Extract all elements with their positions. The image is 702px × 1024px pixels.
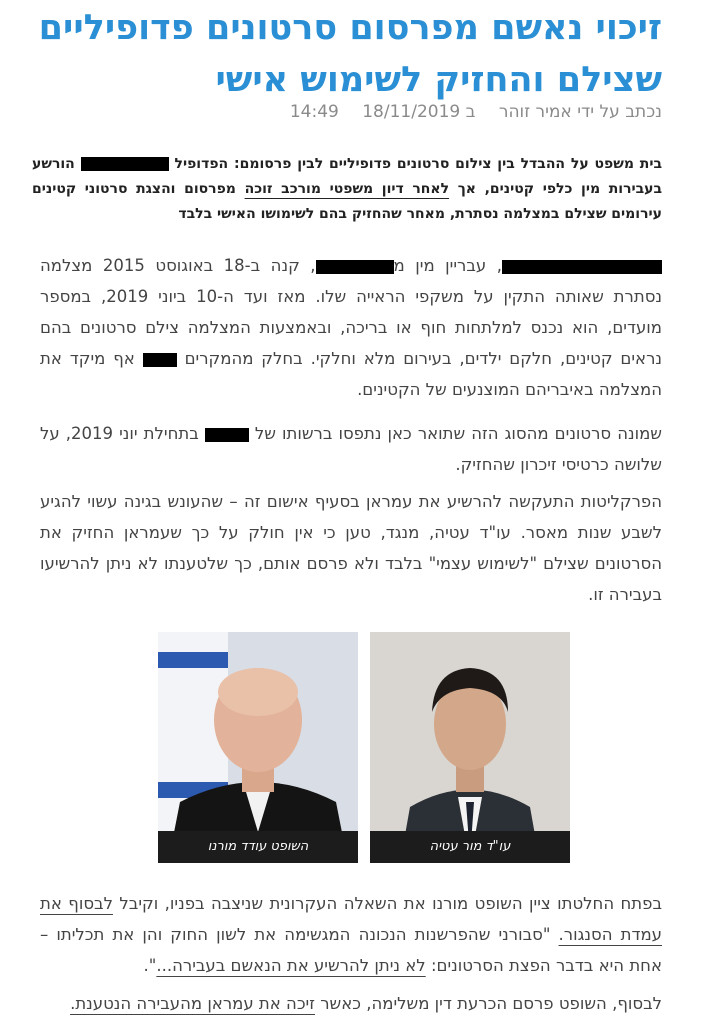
p4-text-c: "סבורני שהפרשנות הנכונה המגשימה את לשון החוק והן את תכליתו – אחת היא בדבר הפצת הסרטונים: (40, 925, 662, 975)
byline-author: נכתב על ידי אמיר זוהר (498, 102, 662, 122)
portrait-attorney-image (370, 632, 570, 863)
redaction-bar (316, 260, 394, 274)
byline-time: 14:49 (289, 102, 339, 122)
p4-underlined-a: לבסוף את עמדת הסנגור. (40, 894, 662, 944)
paragraph-1 (40, 250, 662, 405)
p4-text-e: ". (143, 956, 157, 975)
p5-underlined: זיכה את עמראן מהעבירה הנטענת. (70, 994, 315, 1013)
photo-judge (158, 632, 358, 863)
paragraph-5 (40, 988, 662, 1019)
p1-text-b: , קנה ב-18 באוגוסט 2015 מצלמה נסתרת שאותה התקין על משקפי הראייה שלו. מאז ועד ה-10 ביוני 2019, במספר מועדים, הוא נכנס למלתחות חוף או בריכה, ובאמצעות המצלמה צילם סרטונים בהם נראים קטינים, חלקם ילדים, בעירום מלא וחלקי. בחלק מהמקרים (40, 256, 663, 368)
redaction-bar (502, 260, 662, 274)
lead-part-2: הורשע בעבירות מין כלפי קטינים, אך (32, 156, 663, 197)
article-title: זיכוי נאשם מפרסום סרטונים פדופיליים שצילם והחזיק לשימוש אישי (38, 8, 662, 100)
lead-part-1: בית משפט על ההבדל בין צילום סרטונים פדופיליים לבין פרסומם: הפדופיל (174, 156, 663, 172)
paragraph-2 (40, 418, 662, 480)
p4-text-a: בפתח החלטתו ציין השופט מורנו את השאלה העקרונית שניצבה בפניו, וקיבל (119, 894, 662, 913)
article-lead (32, 152, 662, 227)
redaction-bar (205, 428, 249, 442)
redaction-bar (143, 353, 177, 367)
photo-caption-attorney: עו"ד מור עטיה (370, 831, 570, 863)
portrait-judge-image (158, 632, 358, 863)
paragraph-4 (40, 888, 662, 981)
lead-part-4: מפרסום והצגת סרטוני קטינים עירומים שצילם במצלמה נסתרת, מאחר שהחזיק בהם לשימושו האישי בלבד (32, 181, 662, 222)
p2-text-a: שמונה סרטונים מהסוג הזה שתואר כאן נתפסו ברשותו של (254, 424, 662, 443)
p2-text-b: בתחילת יוני 2019, על שלושה כרטיסי זיכרון שהחזיק. (40, 424, 662, 474)
article-byline (20, 102, 662, 122)
p5-text-a: לבסוף, השופט פרסם הכרעת דין משלימה, כאשר (320, 994, 662, 1013)
photo-caption-judge: השופט עודד מורנו (158, 831, 358, 863)
paragraph-3: הפרקליטות התעקשה להרשיע את עמראן בסעיף אישום זה – שהעונש בגינה עשוי להגיע לשבע שנות מאסר. עו"ד עטיה, מנגד, טען כי אין חולק על כך שעמראן החזיק את הסרטונים שצילם "לשימוש עצמי" בלבד ולא פרסם אותם, כך שלטענתו לא ניתן להרשיעו בעבירה זו. (40, 492, 662, 604)
lead-underlined-text: לאחר דיון משפטי מורכב זוכה (244, 181, 450, 197)
p1-text-c: אף מיקד את המצלמה באיבריהם המוצנעים של הקטינים. (40, 349, 662, 399)
photo-attorney (370, 632, 570, 863)
p4-underlined-b: לא ניתן להרשיע את הנאשם בעבירה... (156, 956, 426, 975)
p1-text-a: , עבריין מין מ (393, 256, 502, 275)
redaction-bar (81, 157, 169, 171)
byline-date: ב 18/11/2019 (362, 102, 476, 122)
